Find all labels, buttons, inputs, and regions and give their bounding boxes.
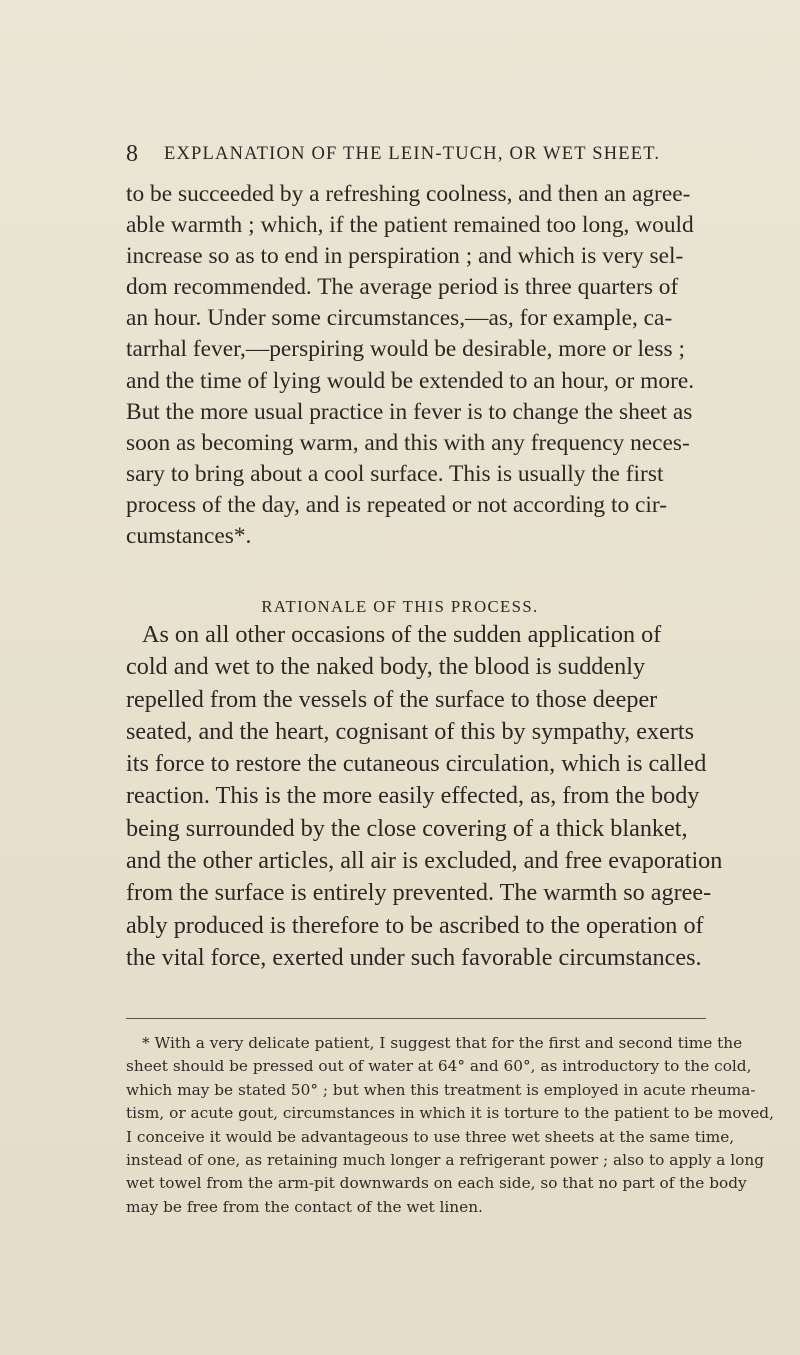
text-line: soon as becoming warm, and this with any frequency neces- bbox=[126, 429, 690, 456]
text-line: ably produced is therefore to be ascribed to the operation of bbox=[126, 911, 704, 939]
text-line: cold and wet to the naked body, the blood is suddenly bbox=[126, 653, 646, 681]
text-line: As on all other occasions of the sudden application of bbox=[142, 621, 662, 648]
footnote-line: which may be stated 50° ; but when this treatment is employed in acute rheuma- bbox=[126, 1080, 756, 1099]
text-line: reaction. This is the more easily effected, as, from the body bbox=[126, 782, 700, 810]
page-number: 8 bbox=[126, 141, 138, 167]
text-line: increase so as to end in perspiration ; and which is very sel- bbox=[126, 243, 684, 270]
text-line: sary to bring about a cool surface. This is usually the first bbox=[126, 460, 664, 487]
footnote bbox=[126, 1032, 774, 1219]
paragraph-rationale bbox=[126, 619, 723, 974]
text-line: cumstances*. bbox=[126, 523, 252, 550]
text-line: seated, and the heart, cognisant of this by sympathy, exerts bbox=[126, 717, 695, 745]
text-line: and the time of lying would be extended to an hour, or more. bbox=[126, 367, 695, 394]
footnote-line: tism, or acute gout, circumstances in which it is torture to the patient to be moved, bbox=[126, 1104, 774, 1123]
page-header bbox=[0, 139, 800, 169]
text-line: being surrounded by the close covering of a thick blanket, bbox=[126, 814, 688, 842]
paragraph-continued bbox=[126, 179, 706, 552]
footnote-line: I conceive it would be advantageous to use three wet sheets at the same time, bbox=[126, 1127, 735, 1146]
text-line: But the more usual practice in fever is to change the sheet as bbox=[126, 398, 693, 425]
running-head: EXPLANATION OF THE LEIN-TUCH, OR WET SHEET. bbox=[164, 144, 661, 164]
text-line: process of the day, and is repeated or not according to cir- bbox=[126, 491, 667, 518]
footnote-line: * With a very delicate patient, I suggest that for the first and second time the bbox=[142, 1034, 743, 1052]
text-line: tarrhal fever,—perspiring would be desirable, more or less ; bbox=[126, 336, 685, 363]
text-line: and the other articles, all air is excluded, and free evaporation bbox=[126, 847, 723, 875]
text-line: dom recommended. The average period is three quarters of bbox=[126, 274, 679, 301]
section-heading: RATIONALE OF THIS PROCESS. bbox=[261, 597, 539, 616]
footnote-line: instead of one, as retaining much longer a refrigerant power ; also to apply a long bbox=[126, 1150, 765, 1169]
footnote-line: may be free from the contact of the wet linen. bbox=[126, 1197, 483, 1216]
text-line: to be succeeded by a refreshing coolness, and then an agree- bbox=[126, 181, 691, 207]
text-line: the vital force, exerted under such favorable circumstances. bbox=[126, 943, 702, 971]
text-line: an hour. Under some circumstances,—as, for example, ca- bbox=[126, 305, 673, 332]
footnote-divider bbox=[126, 1018, 706, 1019]
footnote-line: wet towel from the arm-pit downwards on each side, so that no part of the body bbox=[126, 1174, 747, 1193]
text-line: its force to restore the cutaneous circulation, which is called bbox=[126, 750, 707, 778]
text-line: from the surface is entirely prevented. The warmth so agree- bbox=[126, 879, 712, 907]
text-line: repelled from the vessels of the surface to those deeper bbox=[126, 685, 658, 713]
footnote-line: sheet should be pressed out of water at 64° and 60°, as introductory to the cold, bbox=[126, 1057, 752, 1076]
text-line: able warmth ; which, if the patient remained too long, would bbox=[126, 212, 694, 239]
